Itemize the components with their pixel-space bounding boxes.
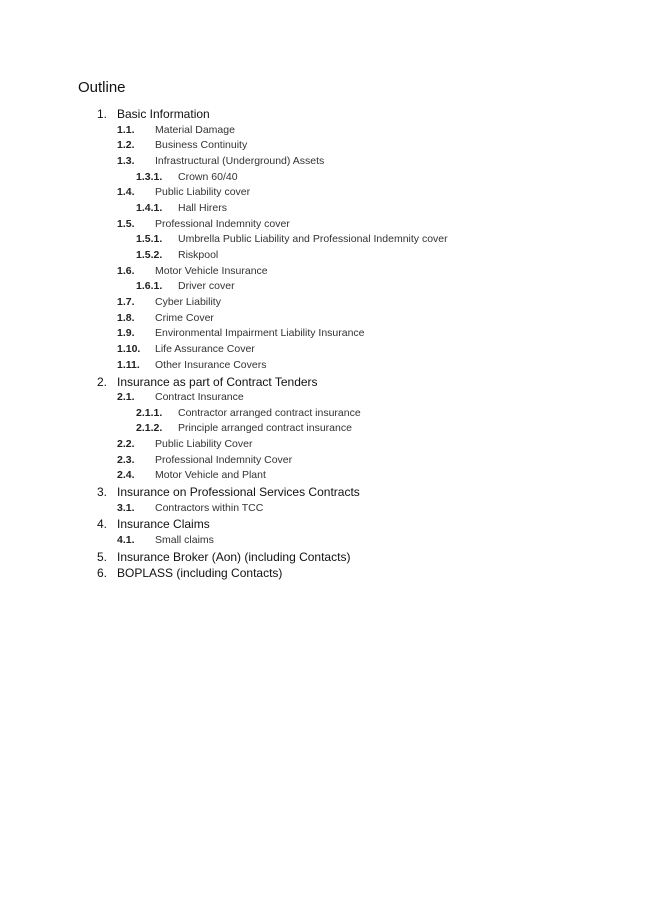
toc-entry-1-6[interactable]: [0, 264, 645, 280]
toc-entry-3-1[interactable]: [0, 501, 645, 517]
toc-number: 1.6.1.: [136, 280, 163, 293]
toc-number: 1.2.: [117, 139, 135, 152]
toc-entry-1-9[interactable]: [0, 326, 645, 342]
outline-heading: Outline: [78, 79, 126, 96]
toc-entry-2-1[interactable]: [0, 390, 645, 406]
toc-text: Insurance Claims: [117, 517, 210, 532]
toc-entry-1-5-1[interactable]: [0, 232, 645, 248]
toc-entry-2[interactable]: [0, 374, 645, 391]
toc-text: Business Continuity: [155, 139, 248, 152]
toc-text: Insurance on Professional Services Contracts: [117, 485, 360, 500]
toc-text: Crown 60/40: [178, 170, 238, 183]
toc-entry-2-1-1[interactable]: [0, 406, 645, 422]
toc-text: Principle arranged contract insurance: [178, 422, 352, 435]
toc-number: 1.5.: [117, 217, 135, 230]
toc-entry-1-6-1[interactable]: [0, 279, 645, 295]
toc-entry-1-3-1[interactable]: [0, 170, 645, 186]
toc-number: 3.1.: [117, 501, 135, 514]
toc-text: Hall Hirers: [178, 201, 228, 214]
toc-number: 1.8.: [117, 311, 135, 324]
toc-number: 1.6.: [117, 264, 135, 277]
toc-entry-1-11[interactable]: [0, 358, 645, 374]
toc-text: Contractor arranged contract insurance: [178, 406, 361, 419]
toc-entry-2-1-2[interactable]: [0, 421, 645, 437]
toc-number: 2.1.1.: [136, 406, 163, 419]
toc-entry-1-5-2[interactable]: [0, 248, 645, 264]
toc-entry-1[interactable]: [0, 106, 645, 123]
toc-number: 1.3.1.: [136, 170, 163, 183]
toc-number: 1.5.2.: [136, 249, 163, 261]
toc-entry-4[interactable]: [0, 516, 645, 533]
toc-number: 6.: [97, 566, 108, 580]
toc-entry-2-3[interactable]: [0, 453, 645, 469]
toc-number: 1.1.: [117, 123, 135, 136]
toc-entry-1-5[interactable]: [0, 217, 645, 233]
toc-text: Motor Vehicle and Plant: [155, 469, 266, 482]
toc-entry-5[interactable]: [0, 549, 645, 566]
toc-text: Small claims: [155, 533, 214, 546]
toc-entry-4-1[interactable]: [0, 533, 645, 549]
toc-text: Material Damage: [155, 123, 235, 136]
toc-number: 1.4.1.: [136, 201, 163, 214]
toc-number: 3.: [97, 485, 108, 500]
toc-text: Cyber Liability: [155, 296, 221, 309]
toc-number: 2.4.: [117, 469, 135, 482]
toc-number: 1.3.: [117, 154, 135, 167]
toc-number: 2.2.: [117, 438, 135, 451]
toc-text: Insurance Broker (Aon) (including Contacts): [117, 549, 351, 564]
toc-text: Professional Indemnity Cover: [155, 453, 293, 466]
toc-entry-1-1[interactable]: [0, 123, 645, 139]
toc-number: 1.10.: [117, 343, 141, 356]
table-of-contents: [0, 106, 645, 582]
toc-text: Driver cover: [178, 280, 235, 293]
toc-entry-1-4-1[interactable]: [0, 201, 645, 217]
toc-number: 1.11.: [117, 358, 140, 371]
toc-text: Life Assurance Cover: [155, 343, 255, 356]
toc-text: Other Insurance Covers: [155, 358, 267, 371]
toc-number: 1.7.: [117, 296, 135, 309]
toc-number: 2.1.2.: [136, 422, 163, 435]
toc-number: 1.4.: [117, 186, 135, 199]
toc-entry-1-2[interactable]: [0, 138, 645, 154]
toc-text: Contract Insurance: [155, 391, 244, 403]
toc-entry-1-10[interactable]: [0, 342, 645, 358]
toc-number: 2.3.: [117, 453, 135, 466]
toc-entry-1-3[interactable]: [0, 154, 645, 170]
toc-text: BOPLASS (including Contacts): [117, 566, 283, 580]
toc-number: 1.9.: [117, 327, 135, 340]
toc-number: 4.: [97, 517, 108, 532]
toc-number: 4.1.: [117, 533, 135, 546]
toc-text: Infrastructural (Underground) Assets: [155, 154, 325, 167]
toc-text: Umbrella Public Liability and Professional Indemnity cover: [178, 233, 448, 246]
toc-entry-2-4[interactable]: [0, 468, 645, 484]
toc-text: Riskpool: [178, 249, 219, 261]
toc-entry-1-7[interactable]: [0, 295, 645, 311]
toc-number: 2.: [97, 374, 108, 389]
toc-text: Environmental Impairment Liability Insurance: [155, 327, 365, 340]
toc-text: Public Liability Cover: [155, 438, 253, 451]
toc-entry-6[interactable]: [0, 565, 645, 582]
toc-entry-1-4[interactable]: [0, 185, 645, 201]
toc-text: Professional Indemnity cover: [155, 217, 290, 230]
toc-text: Contractors within TCC: [155, 501, 264, 514]
toc-number: 5.: [97, 549, 108, 564]
toc-text: Insurance as part of Contract Tenders: [117, 374, 318, 389]
toc-text: Public Liability cover: [155, 186, 251, 199]
toc-entry-3[interactable]: [0, 484, 645, 501]
toc-number: 1.: [97, 107, 108, 121]
toc-number: 1.5.1.: [136, 233, 163, 246]
toc-entry-2-2[interactable]: [0, 437, 645, 453]
toc-text: Crime Cover: [155, 311, 214, 324]
toc-entry-1-8[interactable]: [0, 311, 645, 327]
toc-text: Basic Information: [117, 107, 210, 121]
toc-number: 2.1.: [117, 391, 135, 403]
toc-text: Motor Vehicle Insurance: [155, 264, 268, 277]
